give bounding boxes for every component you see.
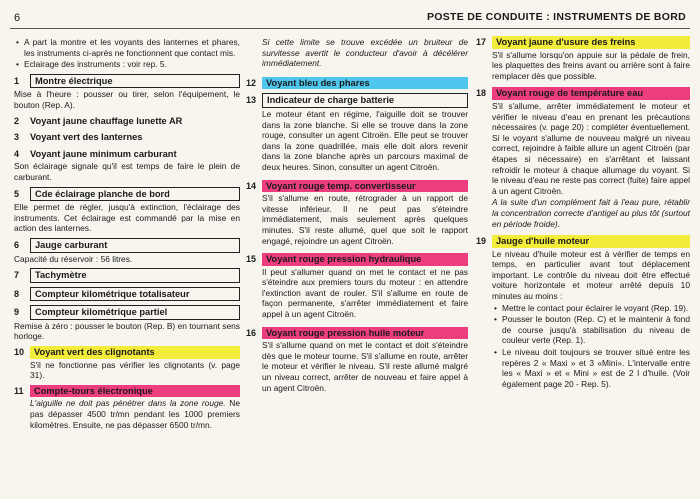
section-label: Compte-tours électronique [30, 385, 240, 398]
section-body: Il peut s'allumer quand on met le contact et ne pas s'éteindre aux premiers tours du moteur : en attendre l'extinction avant de rouler. S'il s'allume en route de façon permanente, s'arrêter immédiatement et faire appel à un agent Citroën. [262, 266, 468, 320]
section-label: Voyant vert des clignotants [30, 346, 240, 359]
list-item: • Pousser le bouton (Rep. C) et le maintenir à fond de course jusqu'à stabilisation du niveau de couleur verte (Rep. 1). [492, 314, 690, 346]
section-label: Voyant jaune d'usure des freins [492, 36, 690, 49]
section-label: Voyant rouge de température eau [492, 87, 690, 100]
section-number: 16 [246, 327, 257, 338]
section-3 [14, 131, 240, 144]
section-5 [14, 187, 240, 202]
section-1 [14, 74, 240, 89]
section-number: 2 [14, 115, 20, 126]
section-body: Elle permet de régler, jusqu'à extinction, l'éclairage des instruments. Cet éclairage est commandé par la mise en action des lanternes. [14, 202, 240, 234]
section-11 [14, 385, 240, 398]
section-body: Le moteur étant en régime, l'aiguille doit se trouver dans la zone blanche. Si elle se trouve dans la zone rouge, consulter un agent Citroën. Elle peut se trouver dans la zone quadrillée, mais elle doit alors revenir dans la zone blanche après un parcours maximal de deux heures. Sinon, consulter un agent Citroën. [262, 108, 468, 172]
section-number: 9 [14, 307, 20, 318]
section-19 [476, 235, 690, 248]
section-label: Jauge carburant [30, 238, 240, 253]
section-12 [246, 77, 468, 90]
section-9 [14, 305, 240, 320]
oil-check-steps [476, 303, 690, 390]
continued-note: Si cette limite se trouve excédée un bruiteur de survitesse avertit le conducteur d'avoir à décélérer immédiatement. [262, 37, 468, 69]
section-body: S'il s'allume en route, rétrograder à un rapport de vitesse inférieur. Il ne peut pas s'éteindre immédiatement, mais seulement après quelques minutes. S'il reste allumé, quel que soit le rapport engagé, rejoindre un agent Citroën. [262, 193, 468, 246]
section-label: Tachymètre [30, 268, 240, 283]
section-label: Compteur kilométrique totalisateur [30, 287, 240, 302]
section-label: Voyant rouge temp. convertisseur [262, 180, 468, 193]
section-number: 5 [14, 188, 20, 199]
section-number: 13 [246, 95, 257, 106]
section-number: 14 [246, 180, 257, 191]
section-body: S'il s'allume lorsqu'on appuie sur la pédale de frein, les plaquettes des freins avant ou arrière sont à faire remplacer dès que possible. [492, 49, 690, 81]
section-number: 7 [14, 270, 20, 281]
intro-note: • A part la montre et les voyants des lanternes et phares, les instruments ci-après ne fonctionnent que contact mis. [14, 37, 240, 58]
section-10 [14, 346, 240, 359]
section-14 [246, 180, 468, 193]
section-body: S'il ne fonctionne pas vérifier les clignotants (v. page 31). [30, 359, 240, 381]
section-body: Son éclairage signale qu'il est temps de faire le plein de carburant. [14, 161, 240, 182]
italic-note: L'aiguille ne doit pas pénétrer dans la zone rouge. [30, 398, 226, 409]
section-body: Mise à l'heure : pousser ou tirer, selon l'équipement, le bouton (Rep. A). [14, 89, 240, 110]
section-number: 10 [14, 347, 25, 358]
section-7 [14, 268, 240, 283]
italic-note: A la suite d'un complément fait à l'eau pure, rétablir la concentration correcte d'antigel au plus tôt (surtout en période froide). [492, 197, 690, 229]
column-3 [476, 36, 690, 389]
intro-note-lighting: • Eclairage des instruments : voir rep. 5. [14, 59, 240, 70]
section-label: Voyant jaune chauffage lunette AR [30, 115, 183, 126]
section-2 [14, 115, 240, 128]
section-label: Montre électrique [30, 74, 240, 89]
page-number: 6 [14, 12, 21, 24]
section-body: S'il s'allume, arrêter immédiatement le moteur et vérifier le niveau d'eau en prenant les précautions nécessaires (v. page 20) : compléter éventuellement. Si le voyant s'allume de nouveau malgré un niveau correct, rejoindre à faible allure un agent Citroën (par étapes si nécessaire) en s'arrêtant et laissant refroidir le moteur à chaque allumage du voyant. Si le niveau d'eau ne reste pas correct (fuite) faire appel à un agent Citroën. [492, 100, 690, 196]
list-item: • Mettre le contact pour éclairer le voyant (Rep. 19). [492, 303, 690, 314]
section-label: Voyant rouge pression huile moteur [262, 327, 468, 340]
section-label: Voyant jaune minimum carburant [30, 148, 177, 159]
section-label: Jauge d'huile moteur [492, 235, 690, 248]
section-label: Voyant rouge pression hydraulique [262, 253, 468, 266]
section-8 [14, 287, 240, 302]
body-text: Ne pas dépasser 4500 tr/mn pendant les 1000 premiers kilomètres. Ensuite, ne pas dépasser 6500 tr/mn. [30, 398, 240, 430]
section-number: 19 [476, 236, 487, 247]
section-number: 15 [246, 254, 257, 265]
section-13 [246, 93, 468, 108]
section-number: 6 [14, 239, 20, 250]
section-number: 1 [14, 75, 20, 86]
section-number: 12 [246, 77, 257, 88]
section-number: 8 [14, 288, 20, 299]
section-body: Capacité du réservoir : 56 litres. [14, 253, 133, 264]
section-number: 4 [14, 148, 20, 159]
section-number: 18 [476, 88, 487, 99]
section-15 [246, 253, 468, 266]
header-divider [10, 28, 690, 29]
section-4 [14, 148, 240, 161]
section-label: Voyant vert des lanternes [30, 132, 143, 143]
section-18 [476, 87, 690, 100]
section-label: Indicateur de charge batterie [262, 93, 468, 108]
section-6 [14, 238, 240, 253]
section-label: Voyant bleu des phares [262, 77, 468, 90]
section-number: 11 [14, 385, 24, 396]
section-label: Compteur kilométrique partiel [30, 305, 240, 320]
page-header-title: POSTE DE CONDUITE : INSTRUMENTS DE BORD [426, 11, 686, 23]
section-number: 17 [476, 37, 487, 47]
section-body [14, 398, 240, 430]
column-2 [246, 36, 468, 393]
section-label: Cde éclairage planche de bord [30, 187, 240, 202]
section-body: S'il s'allume quand on met le contact et doit s'éteindre dès que le moteur tourne. S'il s'allume en route, arrêter le moteur et vérifier le niveau. S'il reste allumé malgré un niveau correct, arrêter de nouveau et faire appel à un agent Citroën. [262, 340, 468, 393]
column-1 [14, 36, 240, 430]
section-17 [476, 36, 690, 49]
list-item: • Le niveau doit toujours se trouver situé entre les repères 2 « Maxi » et 3 «Mini». L'intervalle entre les « Maxi » et « Mini » est de 2 l d'huile. (Voir également page 20 - Rep. 5). [492, 347, 690, 389]
section-body: Remise à zéro : pousser le bouton (Rep. B) en tournant sens horloge. [14, 320, 240, 342]
section-body: Le niveau d'huile moteur est à vérifier de temps en temps, en particulier avant tout déplacement important. Le contrôle du niveau doit être effectué voiture horizontale et moteur arrêté depuis 10 minutes au moins : [492, 248, 690, 302]
section-16 [246, 327, 468, 340]
section-number: 3 [14, 132, 20, 143]
